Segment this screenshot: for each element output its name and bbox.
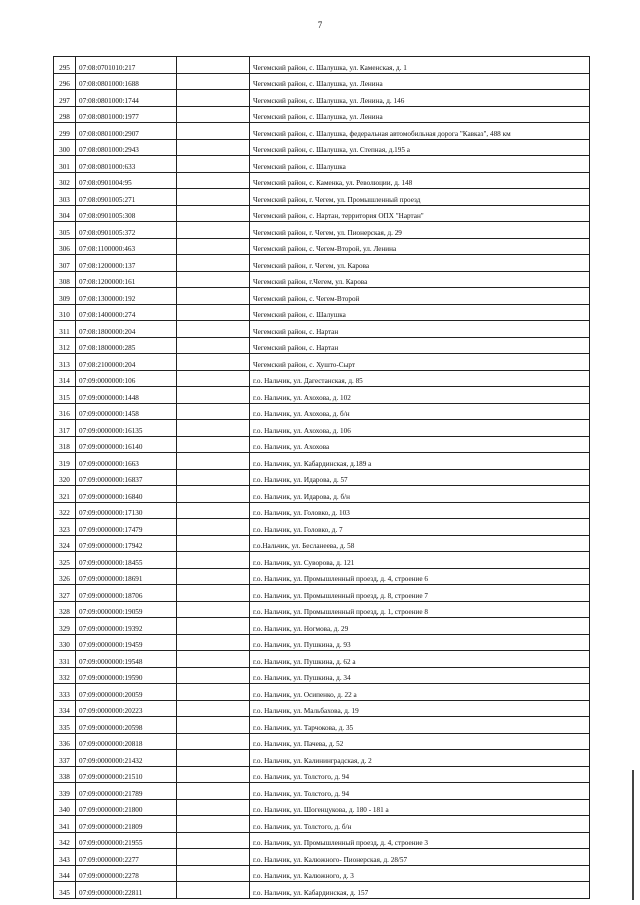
table-row — [54, 832, 590, 849]
cadastral-number: 07:08:0801000:1977 — [76, 106, 177, 123]
empty-cell — [177, 684, 250, 701]
row-number: 299 — [54, 123, 76, 140]
row-number: 343 — [54, 849, 76, 866]
row-number: 297 — [54, 90, 76, 107]
empty-cell — [177, 205, 250, 222]
address: Чегемский район, с. Шалушка — [250, 156, 590, 173]
address: г.о. Нальчик, ул. Мальбахова, д. 19 — [250, 700, 590, 717]
table-row — [54, 535, 590, 552]
row-number: 312 — [54, 337, 76, 354]
cadastral-number: 07:09:0000000:18691 — [76, 568, 177, 585]
row-number: 306 — [54, 238, 76, 255]
table-row — [54, 585, 590, 602]
row-number: 340 — [54, 799, 76, 816]
table-row — [54, 486, 590, 503]
table-row — [54, 816, 590, 833]
row-number: 309 — [54, 288, 76, 305]
table-row — [54, 651, 590, 668]
empty-cell — [177, 238, 250, 255]
empty-cell — [177, 123, 250, 140]
address: Чегемский район, с. Шалушка, ул. Степная, д.195 а — [250, 139, 590, 156]
address: г.о. Нальчик, ул. Ногмова, д. 29 — [250, 618, 590, 635]
row-number: 317 — [54, 420, 76, 437]
row-number: 300 — [54, 139, 76, 156]
empty-cell — [177, 783, 250, 800]
table-row — [54, 618, 590, 635]
cadastral-number: 07:09:0000000:18706 — [76, 585, 177, 602]
empty-cell — [177, 634, 250, 651]
cadastral-number: 07:09:0000000:17942 — [76, 535, 177, 552]
row-number: 335 — [54, 717, 76, 734]
address: г.о. Нальчик, ул. Промышленный проезд, д. 1, строение 8 — [250, 601, 590, 618]
cadastral-number: 07:09:0000000:17479 — [76, 519, 177, 536]
cadastral-number: 07:09:0000000:19392 — [76, 618, 177, 635]
cadastral-number: 07:09:0000000:20059 — [76, 684, 177, 701]
registry-table — [53, 56, 590, 899]
address: Чегемский район, с. Шалушка, ул. Каменская, д. 1 — [250, 57, 590, 74]
empty-cell — [177, 717, 250, 734]
address: Чегемский район, с. Чегем-Второй — [250, 288, 590, 305]
row-number: 342 — [54, 832, 76, 849]
address: г.о. Нальчик, ул. Пачева, д. 52 — [250, 733, 590, 750]
table-row — [54, 403, 590, 420]
cadastral-number: 07:08:1100000:463 — [76, 238, 177, 255]
cadastral-number: 07:09:0000000:19590 — [76, 667, 177, 684]
address: г.о. Нальчик, ул. Толстого, д. 94 — [250, 766, 590, 783]
empty-cell — [177, 337, 250, 354]
table-row — [54, 849, 590, 866]
empty-cell — [177, 601, 250, 618]
empty-cell — [177, 255, 250, 272]
address: г.о. Нальчик, ул. Шогенцукова, д. 180 - 181 а — [250, 799, 590, 816]
table-row — [54, 733, 590, 750]
cadastral-number: 07:08:0801000:1688 — [76, 73, 177, 90]
address: Чегемский район, с. Нартан — [250, 337, 590, 354]
cadastral-number: 07:09:0000000:16135 — [76, 420, 177, 437]
address: г.о. Нальчик, ул. Калюжного, д. 3 — [250, 865, 590, 882]
address: г.о. Нальчик, ул. Пушкина, д. 34 — [250, 667, 590, 684]
empty-cell — [177, 816, 250, 833]
address: г.о. Нальчик, ул. Суворова, д. 121 — [250, 552, 590, 569]
cadastral-number: 07:09:0000000:17130 — [76, 502, 177, 519]
cadastral-number: 07:09:0000000:1458 — [76, 403, 177, 420]
row-number: 314 — [54, 370, 76, 387]
empty-cell — [177, 799, 250, 816]
row-number: 319 — [54, 453, 76, 470]
table-row — [54, 222, 590, 239]
address: г.о. Нальчик, ул. Промышленный проезд, д. 8, строение 7 — [250, 585, 590, 602]
table-row — [54, 684, 590, 701]
registry-table-body — [54, 57, 590, 899]
table-row — [54, 90, 590, 107]
cadastral-number: 07:09:0000000:21809 — [76, 816, 177, 833]
table-row — [54, 700, 590, 717]
row-number: 322 — [54, 502, 76, 519]
row-number: 295 — [54, 57, 76, 74]
empty-cell — [177, 271, 250, 288]
row-number: 296 — [54, 73, 76, 90]
row-number: 323 — [54, 519, 76, 536]
table-row — [54, 601, 590, 618]
empty-cell — [177, 189, 250, 206]
row-number: 339 — [54, 783, 76, 800]
cadastral-number: 07:09:0000000:20818 — [76, 733, 177, 750]
row-number: 330 — [54, 634, 76, 651]
table-row — [54, 370, 590, 387]
table-row — [54, 783, 590, 800]
address: г.о. Нальчик, ул. Калининградская, д. 2 — [250, 750, 590, 767]
cadastral-number: 07:08:1800000:285 — [76, 337, 177, 354]
row-number: 321 — [54, 486, 76, 503]
empty-cell — [177, 766, 250, 783]
empty-cell — [177, 535, 250, 552]
table-row — [54, 337, 590, 354]
table-row — [54, 667, 590, 684]
table-row — [54, 453, 590, 470]
row-number: 307 — [54, 255, 76, 272]
table-row — [54, 57, 590, 74]
address: Чегемский район, г. Чегем, ул. Промышленный проезд — [250, 189, 590, 206]
cadastral-number: 07:09:0000000:21432 — [76, 750, 177, 767]
empty-cell — [177, 552, 250, 569]
cadastral-number: 07:09:0000000:21789 — [76, 783, 177, 800]
address: г.о. Нальчик, ул. Промышленный проезд, д. 4, строение 6 — [250, 568, 590, 585]
row-number: 331 — [54, 651, 76, 668]
cadastral-number: 07:09:0000000:16837 — [76, 469, 177, 486]
table-row — [54, 750, 590, 767]
cadastral-number: 07:08:2100000:204 — [76, 354, 177, 371]
address: г.о. Нальчик, ул. Дагестанская, д. 85 — [250, 370, 590, 387]
cadastral-number: 07:09:0000000:2277 — [76, 849, 177, 866]
row-number: 326 — [54, 568, 76, 585]
table-row — [54, 568, 590, 585]
address: Чегемский район, с. Нартан — [250, 321, 590, 338]
scan-edge-mark — [632, 770, 634, 900]
cadastral-number: 07:08:0901004:95 — [76, 172, 177, 189]
empty-cell — [177, 288, 250, 305]
row-number: 298 — [54, 106, 76, 123]
empty-cell — [177, 436, 250, 453]
address: г.о. Нальчик, ул. Идарова, д. 57 — [250, 469, 590, 486]
cadastral-number: 07:09:0000000:19548 — [76, 651, 177, 668]
cadastral-number: 07:09:0000000:19459 — [76, 634, 177, 651]
address: Чегемский район, г. Чегем, ул. Карова — [250, 255, 590, 272]
cadastral-number: 07:08:0801000:2943 — [76, 139, 177, 156]
cadastral-number: 07:09:0000000:21800 — [76, 799, 177, 816]
empty-cell — [177, 90, 250, 107]
row-number: 324 — [54, 535, 76, 552]
table-row — [54, 634, 590, 651]
address: Чегемский район, г.Чегем, ул. Карова — [250, 271, 590, 288]
empty-cell — [177, 882, 250, 899]
table-row — [54, 288, 590, 305]
table-row — [54, 73, 590, 90]
row-number: 311 — [54, 321, 76, 338]
empty-cell — [177, 585, 250, 602]
row-number: 325 — [54, 552, 76, 569]
empty-cell — [177, 304, 250, 321]
empty-cell — [177, 865, 250, 882]
table-row — [54, 882, 590, 899]
table-row — [54, 717, 590, 734]
empty-cell — [177, 700, 250, 717]
cadastral-number: 07:09:0000000:106 — [76, 370, 177, 387]
row-number: 302 — [54, 172, 76, 189]
row-number: 308 — [54, 271, 76, 288]
cadastral-number: 07:08:1400000:274 — [76, 304, 177, 321]
row-number: 310 — [54, 304, 76, 321]
cadastral-number: 07:08:0801000:2907 — [76, 123, 177, 140]
empty-cell — [177, 667, 250, 684]
table-row — [54, 238, 590, 255]
empty-cell — [177, 156, 250, 173]
empty-cell — [177, 354, 250, 371]
cadastral-number: 07:09:0000000:20223 — [76, 700, 177, 717]
address: Чегемский район, с. Шалушка, федеральная автомобильная дорога "Кавказ", 488 км — [250, 123, 590, 140]
empty-cell — [177, 73, 250, 90]
empty-cell — [177, 502, 250, 519]
row-number: 315 — [54, 387, 76, 404]
row-number: 345 — [54, 882, 76, 899]
address: г.о. Нальчик, ул. Кабардинская, д. 157 — [250, 882, 590, 899]
table-row — [54, 156, 590, 173]
empty-cell — [177, 387, 250, 404]
address: г.о. Нальчик, ул. Ахохова, д. 106 — [250, 420, 590, 437]
address: г.о. Нальчик, ул. Промышленный проезд, д. 4, строение 3 — [250, 832, 590, 849]
row-number: 334 — [54, 700, 76, 717]
table-row — [54, 436, 590, 453]
row-number: 313 — [54, 354, 76, 371]
table-row — [54, 139, 590, 156]
cadastral-number: 07:08:1300000:192 — [76, 288, 177, 305]
empty-cell — [177, 106, 250, 123]
empty-cell — [177, 321, 250, 338]
empty-cell — [177, 618, 250, 635]
empty-cell — [177, 486, 250, 503]
empty-cell — [177, 370, 250, 387]
address: г.о. Нальчик, ул. Осипенко, д. 22 а — [250, 684, 590, 701]
row-number: 305 — [54, 222, 76, 239]
table-row — [54, 172, 590, 189]
empty-cell — [177, 420, 250, 437]
empty-cell — [177, 222, 250, 239]
address: г.о. Нальчик, ул. Толстого, д. 94 — [250, 783, 590, 800]
empty-cell — [177, 568, 250, 585]
table-row — [54, 766, 590, 783]
table-row — [54, 255, 590, 272]
empty-cell — [177, 849, 250, 866]
address: Чегемский район, с. Хушто-Сырт — [250, 354, 590, 371]
address: г.о. Нальчик, ул. Ахохова — [250, 436, 590, 453]
empty-cell — [177, 172, 250, 189]
empty-cell — [177, 750, 250, 767]
cadastral-number: 07:08:0901005:372 — [76, 222, 177, 239]
address: г.о. Нальчик, ул. Толстого, д. б/н — [250, 816, 590, 833]
address: Чегемский район, с. Шалушка — [250, 304, 590, 321]
row-number: 316 — [54, 403, 76, 420]
table-row — [54, 552, 590, 569]
address: г.о. Нальчик, ул. Ахохова, д. б/н — [250, 403, 590, 420]
cadastral-number: 07:09:0000000:21955 — [76, 832, 177, 849]
address: Чегемский район, с. Каменка, ул. Революции, д. 148 — [250, 172, 590, 189]
cadastral-number: 07:09:0000000:2278 — [76, 865, 177, 882]
cadastral-number: 07:08:0701010:217 — [76, 57, 177, 74]
table-row — [54, 420, 590, 437]
address: Чегемский район, г. Чегем, ул. Пионерская, д. 29 — [250, 222, 590, 239]
table-row — [54, 865, 590, 882]
cadastral-number: 07:08:1200000:161 — [76, 271, 177, 288]
cadastral-number: 07:09:0000000:19059 — [76, 601, 177, 618]
table-row — [54, 354, 590, 371]
row-number: 329 — [54, 618, 76, 635]
row-number: 341 — [54, 816, 76, 833]
table-row — [54, 205, 590, 222]
row-number: 303 — [54, 189, 76, 206]
table-row — [54, 106, 590, 123]
table-row — [54, 123, 590, 140]
row-number: 327 — [54, 585, 76, 602]
table-row — [54, 304, 590, 321]
address: г.о. Нальчик, ул. Пушкина, д. 62 а — [250, 651, 590, 668]
address: Чегемский район, с. Чегем-Второй, ул. Ленина — [250, 238, 590, 255]
address: г.о. Нальчик, ул. Кабардинская, д.189 а — [250, 453, 590, 470]
table-row — [54, 519, 590, 536]
table-row — [54, 799, 590, 816]
table-row — [54, 502, 590, 519]
address: г.о.Нальчик, ул. Бесланеева, д. 58 — [250, 535, 590, 552]
empty-cell — [177, 733, 250, 750]
cadastral-number: 07:09:0000000:20598 — [76, 717, 177, 734]
row-number: 318 — [54, 436, 76, 453]
address: Чегемский район, с. Шалушка, ул. Ленина, д. 146 — [250, 90, 590, 107]
cadastral-number: 07:08:0901005:308 — [76, 205, 177, 222]
row-number: 336 — [54, 733, 76, 750]
row-number: 344 — [54, 865, 76, 882]
cadastral-number: 07:08:0801000:633 — [76, 156, 177, 173]
empty-cell — [177, 519, 250, 536]
table-row — [54, 387, 590, 404]
address: г.о. Нальчик, ул. Головко, д. 103 — [250, 502, 590, 519]
empty-cell — [177, 403, 250, 420]
address: г.о. Нальчик, ул. Идарова, д. б/н — [250, 486, 590, 503]
row-number: 332 — [54, 667, 76, 684]
row-number: 333 — [54, 684, 76, 701]
address: Чегемский район, с. Нартан, территория ОПХ "Нартан" — [250, 205, 590, 222]
row-number: 328 — [54, 601, 76, 618]
cadastral-number: 07:08:1200000:137 — [76, 255, 177, 272]
empty-cell — [177, 832, 250, 849]
address: г.о. Нальчик, ул. Тарчокова, д. 35 — [250, 717, 590, 734]
cadastral-number: 07:09:0000000:16140 — [76, 436, 177, 453]
cadastral-number: 07:09:0000000:16840 — [76, 486, 177, 503]
row-number: 338 — [54, 766, 76, 783]
row-number: 304 — [54, 205, 76, 222]
empty-cell — [177, 57, 250, 74]
address: Чегемский район, с. Шалушка, ул. Ленина — [250, 106, 590, 123]
cadastral-number: 07:08:0801000:1744 — [76, 90, 177, 107]
empty-cell — [177, 453, 250, 470]
row-number: 320 — [54, 469, 76, 486]
table-row — [54, 321, 590, 338]
table-row — [54, 469, 590, 486]
cadastral-number: 07:08:1800000:204 — [76, 321, 177, 338]
address: г.о. Нальчик, ул. Ахохова, д. 102 — [250, 387, 590, 404]
address: г.о. Нальчик, ул. Пушкина, д. 93 — [250, 634, 590, 651]
row-number: 337 — [54, 750, 76, 767]
table-row — [54, 189, 590, 206]
empty-cell — [177, 139, 250, 156]
row-number: 301 — [54, 156, 76, 173]
cadastral-number: 07:09:0000000:1663 — [76, 453, 177, 470]
page-number: 7 — [317, 20, 323, 30]
address: Чегемский район, с. Шалушка, ул. Ленина — [250, 73, 590, 90]
empty-cell — [177, 469, 250, 486]
address: г.о. Нальчик, ул. Калюжного- Пионерская, д. 28/57 — [250, 849, 590, 866]
cadastral-number: 07:09:0000000:22811 — [76, 882, 177, 899]
empty-cell — [177, 651, 250, 668]
table-row — [54, 271, 590, 288]
cadastral-number: 07:09:0000000:21510 — [76, 766, 177, 783]
cadastral-number: 07:09:0000000:18455 — [76, 552, 177, 569]
cadastral-number: 07:08:0901005:271 — [76, 189, 177, 206]
address: г.о. Нальчик, ул. Головко, д. 7 — [250, 519, 590, 536]
cadastral-number: 07:09:0000000:1448 — [76, 387, 177, 404]
